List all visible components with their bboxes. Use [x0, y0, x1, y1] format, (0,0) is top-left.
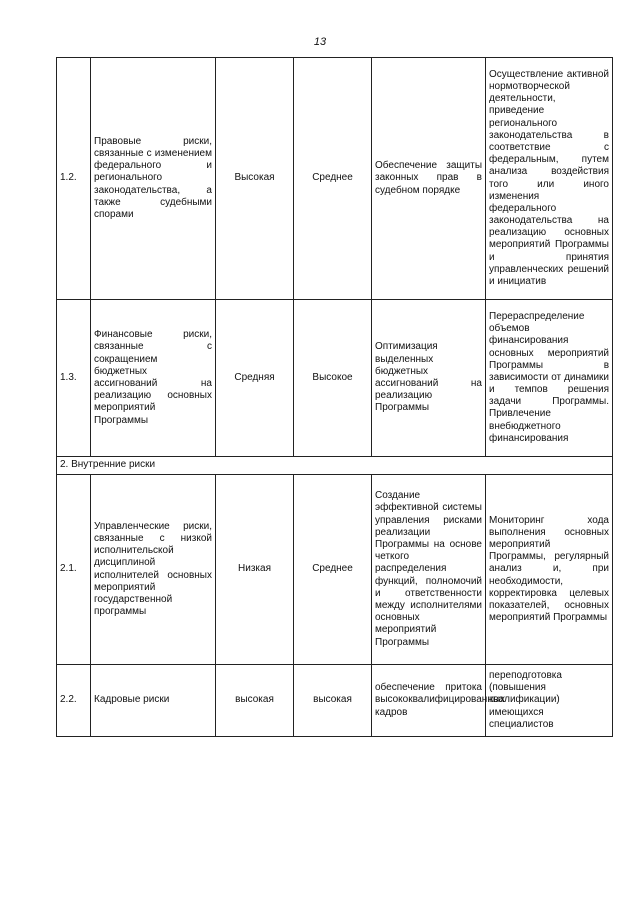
table-row	[57, 475, 613, 665]
row-number: 2.1.	[57, 475, 91, 665]
risk-control: Осуществление активной нормотворческой деятельности, приведение регионального законодательства в соответствие с федеральным, путем анализа воздействия того или иного изменения федерального законодательства на реализацию основных мероприятий Программы и принятия управленческих решений и инициатив	[486, 58, 613, 300]
row-number: 1.2.	[57, 58, 91, 300]
risk-description: Кадровые риски	[91, 665, 216, 737]
group-heading: 2. Внутренние риски	[57, 457, 613, 475]
risk-control: переподготовка (повышения квалификации) имеющихся специалистов	[486, 665, 613, 737]
row-number: 1.3.	[57, 300, 91, 457]
risk-measures: Создание эффективной системы управления рисками реализации Программы на основе четкого распределения функций, полномочий и ответственности между исполнителями основных мероприятий Программы	[372, 475, 486, 665]
risk-probability: Низкая	[216, 475, 294, 665]
table-row	[57, 665, 613, 737]
risk-probability: Средняя	[216, 300, 294, 457]
risk-probability: высокая	[216, 665, 294, 737]
table-row	[57, 300, 613, 457]
risk-impact: высокая	[294, 665, 372, 737]
risk-description: Управленческие риски, связанные с низкой исполнительской дисциплиной исполнителей основных мероприятий государственной программы	[91, 475, 216, 665]
risk-table	[56, 57, 613, 737]
risk-description: Финансовые риски, связанные с сокращением бюджетных ассигнований на реализацию основных мероприятий Программы	[91, 300, 216, 457]
risk-measures: обеспечение притока высококвалифицированных кадров	[372, 665, 486, 737]
risk-impact: Среднее	[294, 475, 372, 665]
table-row	[57, 58, 613, 300]
risk-measures: Обеспечение защиты законных прав в судебном порядке	[372, 58, 486, 300]
risk-description: Правовые риски, связанные с изменением федерального и регионального законодательства, а также судебными спорами	[91, 58, 216, 300]
risk-probability: Высокая	[216, 58, 294, 300]
risk-impact: Высокое	[294, 300, 372, 457]
risk-control: Перераспределение объемов финансирования основных мероприятий Программы в зависимости от динамики и темпов решения задачи Программы. Привлечение внебюджетного финансирования	[486, 300, 613, 457]
row-number: 2.2.	[57, 665, 91, 737]
risk-measures: Оптимизация выделенных бюджетных ассигнований на реализацию Программы	[372, 300, 486, 457]
page-number: 13	[313, 36, 327, 48]
risk-impact: Среднее	[294, 58, 372, 300]
risk-control: Мониторинг хода выполнения основных мероприятий Программы, регулярный анализ и, при необходимости, корректировка целевых показателей, основных мероприятий Программы	[486, 475, 613, 665]
group-header-row	[57, 457, 613, 475]
